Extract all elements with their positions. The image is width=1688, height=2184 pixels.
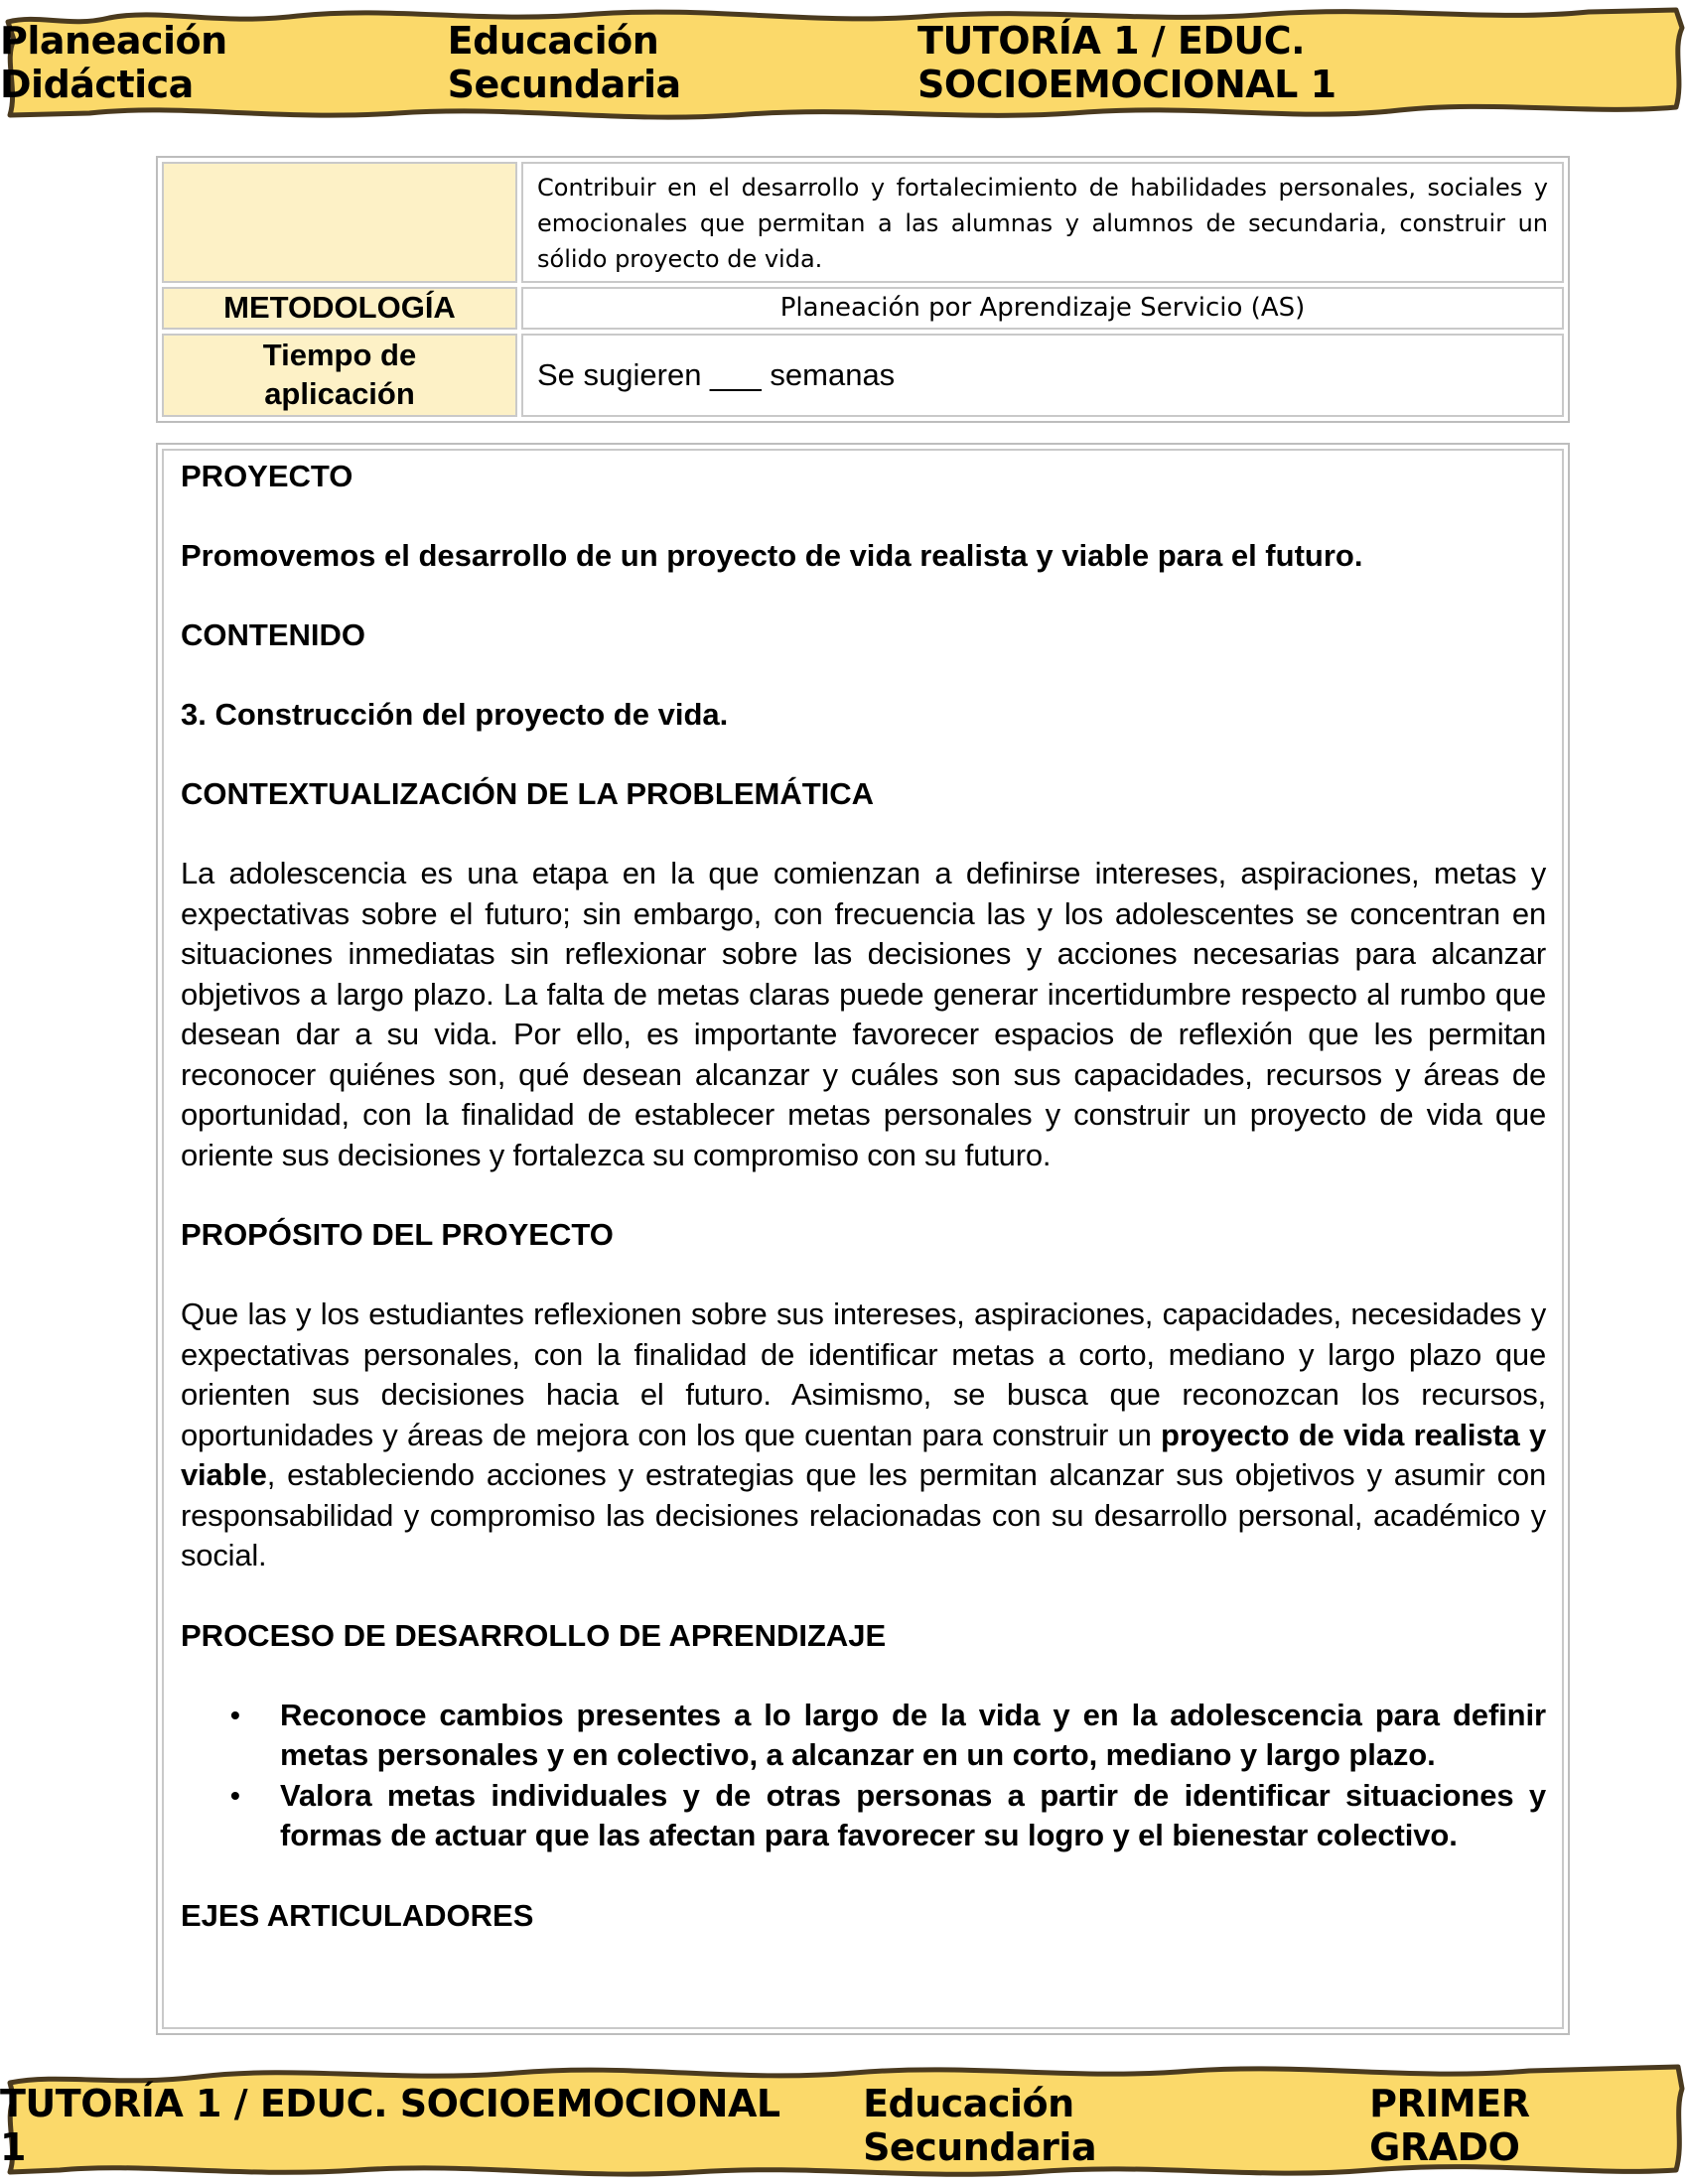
- footer-left-text: TUTORÍA 1 / EDUC. SOCIOEMOCIONAL 1: [0, 2082, 780, 2169]
- objective-text: Contribuir en el desarrollo y fortalecimiento de habilidades personales, sociales y emocionales que permitan a las alumnas y alumnos de secundaria, construir un sólido proyecto de vida.: [521, 162, 1564, 283]
- tiempo-label-line-2: aplicación: [264, 375, 415, 411]
- tiempo-label-line-1: Tiempo de: [262, 338, 417, 372]
- list-item: • Valora metas individuales y de otras personas a partir de identificar situaciones y formas de actuar que las afectan para favorecer su logro y el bienestar colectivo.: [230, 1777, 1546, 1852]
- info-table: [156, 156, 1570, 423]
- footer-banner: [0, 2053, 1688, 2184]
- header-banner: [0, 0, 1688, 124]
- project-box-inner: [162, 449, 1564, 2029]
- bullet-icon: •: [230, 1699, 240, 1730]
- bullet-icon: •: [230, 1779, 240, 1811]
- objective-row: [162, 162, 1564, 283]
- proceso-heading: PROCESO DE DESARROLLO DE APRENDIZAJE: [181, 1617, 887, 1653]
- contexto-heading: CONTEXTUALIZACIÓN DE LA PROBLEMÁTICA: [181, 776, 875, 811]
- proposito-text-1: Que las y los estudiantes reflexionen sobre sus intereses, aspiraciones, capacidades, necesidades y expectativas personales, con la finalidad de identificar metas a corto, mediano y largo plazo que orienten sus decisiones hacia el futuro. Asimismo, se busca que reconozcan los recursos, oportunidades y áreas de mejora con los que cuentan para construir un: [181, 1297, 1546, 1452]
- footer-middle-text: Educación Secundaria: [863, 2082, 1097, 2169]
- project-box: [156, 443, 1570, 2035]
- header-middle-text: Educación Secundaria: [447, 19, 681, 106]
- proposito-heading: PROPÓSITO DEL PROYECTO: [181, 1217, 614, 1252]
- proceso-list: [181, 1696, 1546, 1856]
- contenido-value: 3. Construcción del proyecto de vida.: [181, 697, 729, 732]
- header-right-text: TUTORÍA 1 / EDUC. SOCIOEMOCIONAL 1: [917, 19, 1336, 106]
- header-left-text: Planeación Didáctica: [0, 19, 227, 106]
- metodologia-label: METODOLOGÍA: [162, 287, 517, 330]
- proposito-text-2: , estableciendo acciones y estrategias que les permitan alcanzar sus objetivos y asumir con responsabilidad y compromiso las decisiones relacionadas con su desarrollo personal, académico y social.: [181, 1457, 1546, 1572]
- ejes-heading: EJES ARTICULADORES: [181, 1897, 534, 1933]
- metodologia-value: Planeación por Aprendizaje Servicio (AS): [521, 287, 1564, 330]
- metodologia-row: [162, 287, 1564, 330]
- tiempo-row: [162, 334, 1564, 417]
- footer-right-text: PRIMER GRADO: [1369, 2082, 1530, 2169]
- tiempo-label: [162, 334, 517, 417]
- proyecto-title: Promovemos el desarrollo de un proyecto de vida realista y viable para el futuro.: [181, 538, 1363, 573]
- proposito-bold-text: proyecto de vida realista y viable: [181, 1417, 1546, 1492]
- tiempo-value: Se sugieren ___ semanas: [521, 334, 1564, 417]
- list-item: • Reconoce cambios presentes a lo largo de la vida y en la adolescencia para definir metas personales y en colectivo, a alcanzar en un corto, mediano y largo plazo.: [230, 1697, 1546, 1772]
- proposito-paragraph: [181, 1295, 1546, 1576]
- objective-label-cell: [162, 162, 517, 283]
- contenido-heading: CONTENIDO: [181, 617, 365, 652]
- proyecto-heading: PROYECTO: [181, 459, 353, 493]
- contexto-paragraph: La adolescencia es una etapa en la que comienzan a definirse intereses, aspiraciones, metas y expectativas sobre el futuro; sin embargo, con frecuencia las y los adolescentes se concentran en situaciones inmediatas sin reflexionar sobre las decisiones y acciones necesarias para alcanzar objetivos a largo plazo. La falta de metas claras puede generar incertidumbre respecto al rumbo que desean dar a su vida. Por ello, es importante favorecer espacios de reflexión que les permitan reconocer quiénes son, qué desean alcanzar y cuáles son sus capacidades, recursos y áreas de oportunidad, con la finalidad de establecer metas personales y construir un proyecto de vida que oriente sus decisiones y fortalezca su compromiso con su futuro.: [181, 856, 1546, 1172]
